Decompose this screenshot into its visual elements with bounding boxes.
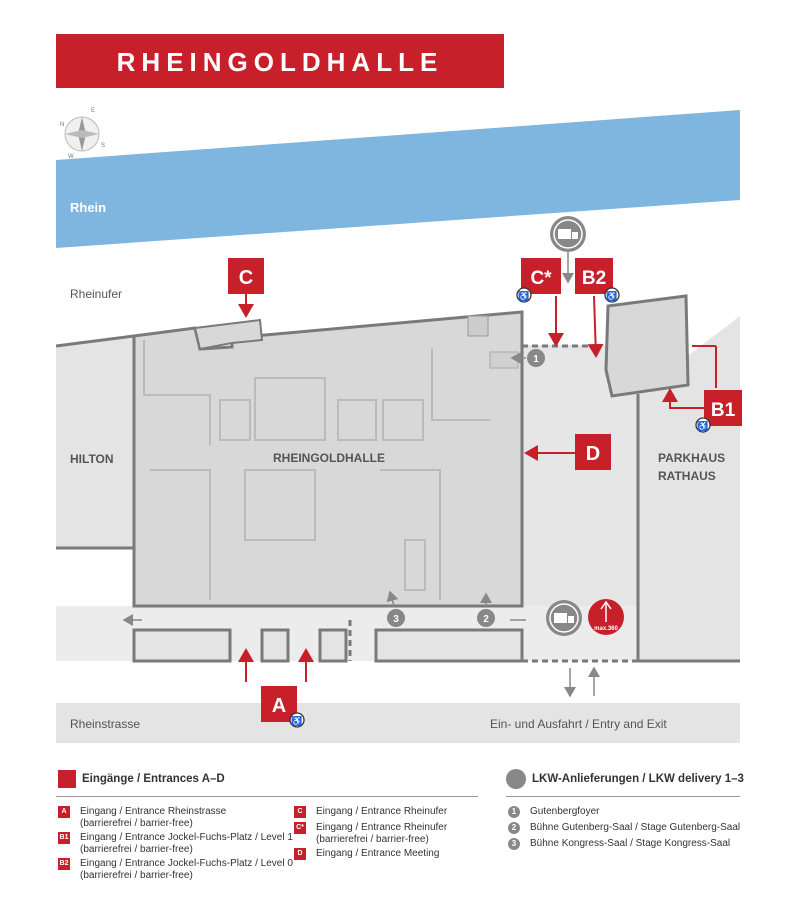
svg-text:♿: ♿ <box>697 421 709 431</box>
legend-item-b2-line2: (barrierefrei / barrier-free) <box>80 870 193 881</box>
legend-item-b2 <box>80 858 293 882</box>
legend-item-b1-line2: (barrierefrei / barrier-free) <box>80 844 193 855</box>
svg-text:D: D <box>585 443 601 465</box>
svg-text:♿: ♿ <box>291 716 303 726</box>
street-rheinstrasse-label: Rheinstrasse <box>70 717 141 731</box>
legend-item-cstar-line2: (barrierefrei / barrier-free) <box>316 834 429 845</box>
svg-text:A: A <box>271 695 287 717</box>
height-limit-icon <box>588 599 624 635</box>
svg-text:C: C <box>238 267 254 289</box>
wheelchair-icon <box>290 713 304 727</box>
compass-s: S <box>101 143 106 149</box>
legend-badge-d: D <box>294 848 306 860</box>
legend-badge-c: C <box>294 806 306 818</box>
entrance-b1-marker[interactable] <box>704 390 742 426</box>
river-area <box>56 110 740 248</box>
truck-icon <box>506 769 526 789</box>
main-hall-label: RHEINGOLDHALLE <box>273 451 385 465</box>
legend-entrances-title: Eingänge / Entrances A–D <box>82 773 225 785</box>
south-wall <box>134 630 522 661</box>
wheelchair-icon <box>605 288 619 302</box>
legend-num-3: 3 <box>508 838 520 850</box>
legend-badge-b1: B1 <box>58 832 70 844</box>
svg-text:C*: C* <box>530 268 552 289</box>
legend-item-a <box>80 806 226 830</box>
legend-divider-right <box>506 796 740 797</box>
legend-item-c <box>316 806 447 818</box>
hilton-label: HILTON <box>70 452 114 466</box>
legend-item-d-line1: Eingang / Entrance Meeting <box>316 848 440 859</box>
svg-text:♿: ♿ <box>606 291 618 301</box>
legend-item-a-line1: Eingang / Entrance Rheinstrasse <box>80 806 227 817</box>
entrance-d-marker[interactable] <box>575 434 611 470</box>
legend-num-2: 2 <box>508 822 520 834</box>
wheelchair-icon <box>696 418 710 432</box>
parkhaus-label-2: RATHAUS <box>658 469 716 483</box>
legend-item-1: Gutenbergfoyer <box>530 806 600 817</box>
delivery-marker-3[interactable] <box>387 609 405 627</box>
parkhaus-label-1: PARKHAUS <box>658 451 726 465</box>
river-label: Rhein <box>70 200 107 215</box>
compass-e: E <box>91 108 96 114</box>
legend-divider-left <box>56 796 478 797</box>
entrance-b2-marker[interactable] <box>575 258 613 294</box>
legend-item-cstar-line1: Eingang / Entrance Rheinufer <box>316 822 448 833</box>
svg-text:B2: B2 <box>581 268 607 289</box>
street-rheinufer-label: Rheinufer <box>70 287 123 301</box>
compass-n: N <box>60 122 65 128</box>
svg-text:2: 2 <box>483 614 489 625</box>
legend-badge-a: A <box>58 806 70 818</box>
legend-item-b1-line1: Eingang / Entrance Jockel-Fuchs-Platz / Level 1 <box>80 832 293 843</box>
delivery-marker-2[interactable] <box>477 609 495 627</box>
legend-badge-cstar: C* <box>294 822 306 834</box>
svg-text:1: 1 <box>533 354 539 365</box>
delivery-truck-icon-bottom <box>546 600 582 636</box>
delivery-marker-1[interactable] <box>527 349 545 367</box>
legend-item-2: Bühne Gutenberg-Saal / Stage Gutenberg-Saal <box>530 822 741 833</box>
legend-item-c-line1: Eingang / Entrance Rheinufer <box>316 806 448 817</box>
svg-text:B1: B1 <box>710 400 736 421</box>
legend-item-3: Bühne Kongress-Saal / Stage Kongress-Saal <box>530 838 731 849</box>
svg-text:3: 3 <box>393 614 399 625</box>
legend-item-b2-line1: Eingang / Entrance Jockel-Fuchs-Platz / Level 0 <box>80 858 293 869</box>
legend-item-d <box>316 848 439 860</box>
wheelchair-icon <box>517 288 531 302</box>
legend-item-a-line2: (barrierefrei / barrier-free) <box>80 818 193 829</box>
legend-item-b1 <box>80 832 293 856</box>
exit-label: Ein- und Ausfahrt / Entry and Exit <box>490 717 667 731</box>
building-annex <box>606 296 688 396</box>
height-limit-label: max.360 <box>594 626 618 632</box>
compass-w: W <box>68 154 74 160</box>
delivery-truck-icon-top <box>550 216 586 252</box>
svg-text:♿: ♿ <box>518 291 530 301</box>
legend-entrance-swatch <box>58 770 76 788</box>
legend-delivery-title: LKW-Anlieferungen / LKW delivery 1–3 <box>532 773 744 785</box>
building-hilton <box>56 336 134 548</box>
legend-item-cstar <box>316 822 447 846</box>
legend-num-1: 1 <box>508 806 520 818</box>
legend-badge-b2: B2 <box>58 858 70 870</box>
entrance-c-marker[interactable] <box>228 258 264 294</box>
compass-icon <box>60 108 105 160</box>
page-title: RHEINGOLDHALLE <box>116 47 444 77</box>
